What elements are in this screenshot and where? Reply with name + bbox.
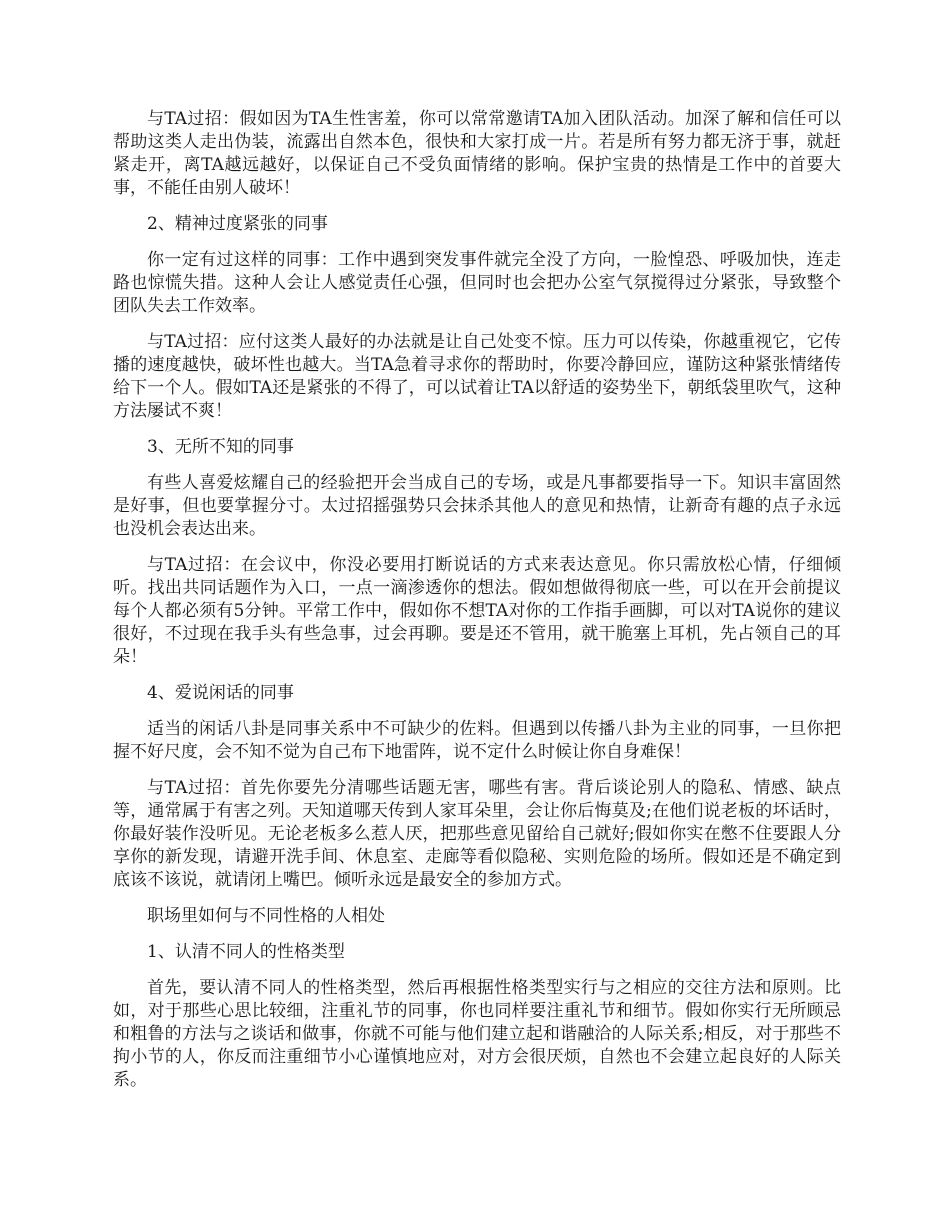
section-heading: 1、认清不同人的性格类型 (147, 942, 345, 962)
section-heading: 4、爱说闲话的同事 (147, 683, 294, 703)
paragraph: 与TA过招：首先你要先分清哪些话题无害，哪些有害。背后谈论别人的隐私、情感、缺点等，通常属于有害之列。天知道哪天传到人家耳朵里，会让你后悔莫及;在他们说老板的坏话时，你最好装作没听见。无论老板多么惹人厌，把那些意见留给自己就好;假如你实在憋不住要跟人分享你的新发现，请避开洗手间、休息室、走廊等看似隐秘、实则危险的场所。假如还是不确定到底该不该说，就请闭上嘴巴。倾听永远是最安全的参加方式。 (113, 778, 841, 890)
section-heading: 3、无所不知的同事 (147, 437, 294, 457)
paragraph: 与TA过招：假如因为TA生性害羞，你可以常常邀请TA加入团队活动。加深了解和信任可以帮助这类人走出伪装，流露出自然本色，很快和大家打成一片。若是所有努力都无济于事，就赶紧走开，离TA越远越好，以保证自己不受负面情绪的影响。保护宝贵的热情是工作中的首要大事，不能任由别人破坏！ (113, 109, 841, 198)
paragraph: 与TA过招：应付这类人最好的办法就是让自己处变不惊。压力可以传染，你越重视它，它传播的速度越快，破坏性也越大。当TA急着寻求你的帮助时，你要冷静回应，谨防这种紧张情绪传给下一个人。假如TA还是紧张的不得了，可以试着让TA以舒适的姿势坐下，朝纸袋里吹气，这种方法屡试不爽！ (113, 332, 841, 421)
paragraph: 与TA过招：在会议中，你没必要用打断说话的方式来表达意见。你只需放松心情，仔细倾听。找出共同话题作为入口，一点一滴渗透你的想法。假如想做得彻底一些，可以在开会前提议每个人都必须有5分钟。平常工作中，假如你不想TA对你的工作指手画脚，可以对TA说你的建议很好，不过现在我手头有些急事，过会再聊。要是还不管用，就干脆塞上耳机，先占领自己的耳朵！ (113, 555, 841, 667)
document-page (113, 108, 841, 1105)
section-heading: 2、精神过度紧张的同事 (147, 214, 328, 234)
paragraph: 有些人喜爱炫耀自己的经验把开会当成自己的专场，或是凡事都要指导一下。知识丰富固然是好事，但也要掌握分寸。太过招摇强势只会抹杀其他人的意见和热情，让新奇有趣的点子永远也没机会表达出来。 (113, 473, 841, 539)
paragraph: 首先，要认清不同人的性格类型，然后再根据性格类型实行与之相应的交往方法和原则。比如，对于那些心思比较细，注重礼节的同事，你也同样要注重礼节和细节。假如你实行无所顾忌和粗鲁的方法与之谈话和做事，你就不可能与他们建立起和谐融洽的人际关系;相反，对于那些不拘小节的人，你反而注重细节小心谨慎地应对，对方会很厌烦，自然也不会建立起良好的人际关系。 (113, 978, 841, 1090)
paragraph: 你一定有过这样的同事：工作中遇到突发事件就完全没了方向，一脸惶恐、呼吸加快，连走路也惊慌失措。这种人会让人感觉责任心强，但同时也会把办公室气氛搅得过分紧张，导致整个团队失去工作效率。 (113, 250, 841, 316)
section-heading: 职场里如何与不同性格的人相处 (147, 906, 385, 926)
paragraph: 适当的闲话八卦是同事关系中不可缺少的佐料。但遇到以传播八卦为主业的同事，一旦你把握不好尺度，会不知不觉为自己布下地雷阵，说不定什么时候让你自身难保！ (113, 719, 841, 762)
